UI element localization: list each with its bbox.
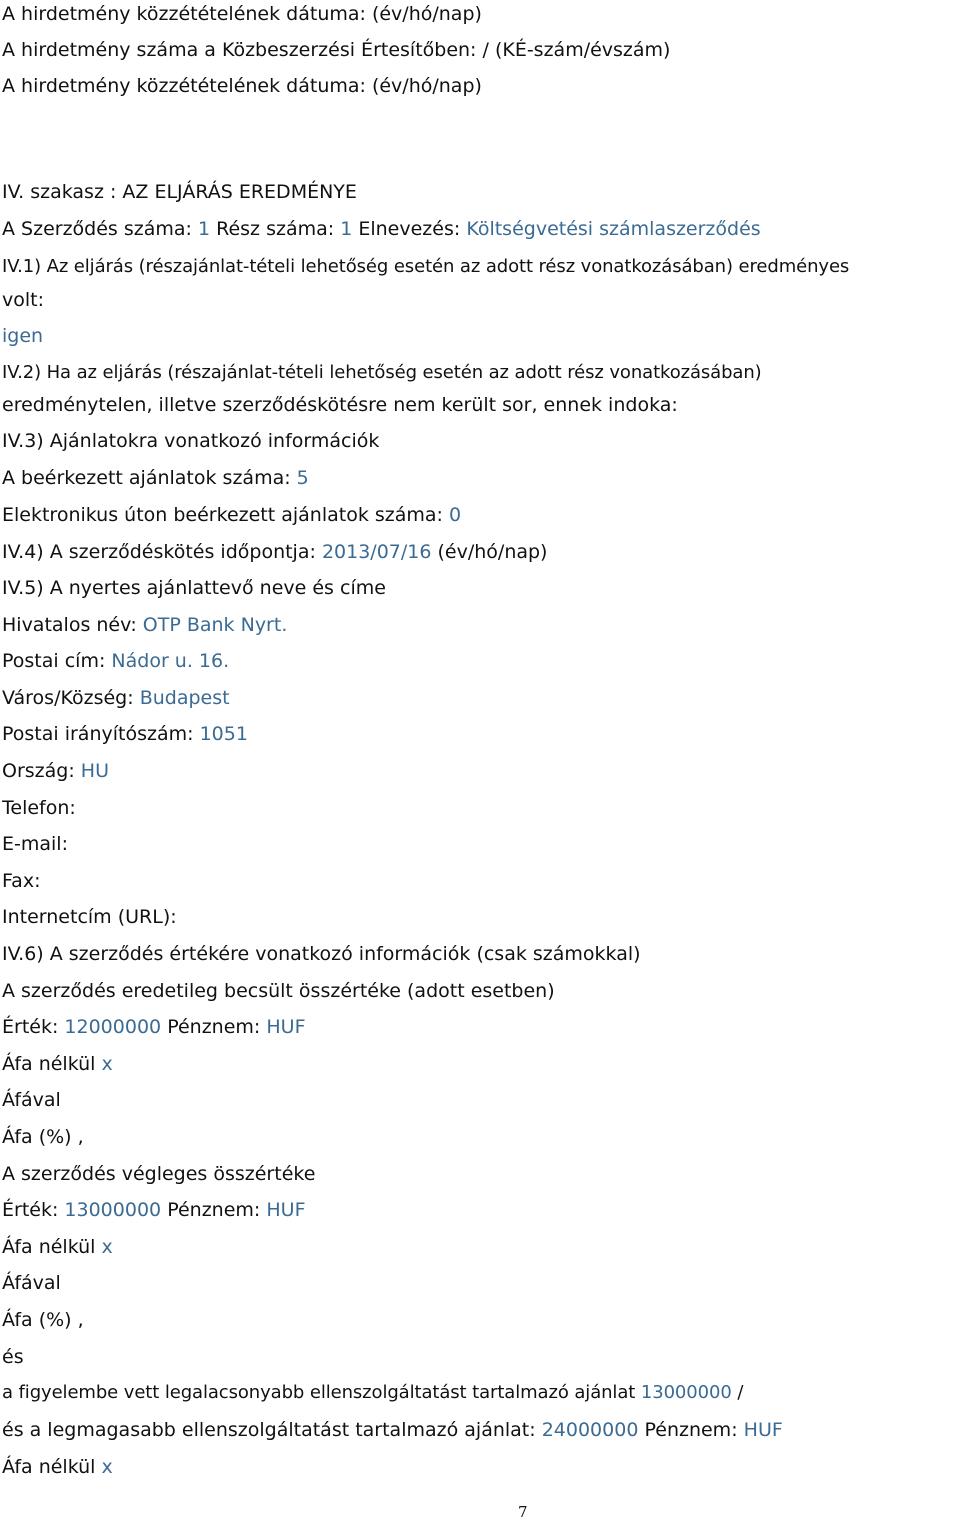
- country-value: HU: [80, 760, 109, 782]
- and-label: és: [2, 1346, 24, 1368]
- original-net-line: [2, 1052, 113, 1076]
- contract-number-value: 1: [197, 218, 211, 240]
- postal-address-line: [2, 649, 229, 673]
- contract-date-label: IV.4) A szerződéskötés időpontja:: [2, 541, 316, 563]
- range-currency-value: HUF: [743, 1419, 783, 1441]
- final-value-amount: 13000000: [64, 1199, 162, 1221]
- contract-date-format: (év/hó/nap): [437, 541, 548, 563]
- and-line: [2, 1345, 24, 1369]
- original-value-amount: 12000000: [64, 1016, 162, 1038]
- final-vat-line: [2, 1308, 84, 1332]
- postcode-value: 1051: [199, 723, 248, 745]
- iv1-answer-value: igen: [2, 325, 44, 347]
- country-line: [2, 759, 109, 783]
- page-number: 7: [518, 1503, 528, 1521]
- iv2-question-line-1: [2, 361, 762, 385]
- final-value-line: [2, 1198, 306, 1222]
- iv2-question-text: IV.2) Ha az eljárás (részajánlat-tételi lehetőség esetén az adott rész vonatkozásában): [2, 362, 762, 383]
- iv1-answer: [2, 324, 43, 348]
- final-value-title: [2, 1162, 315, 1186]
- range-net-mark: x: [101, 1456, 113, 1478]
- final-currency-value: HUF: [266, 1199, 306, 1221]
- iv5-title-text: IV.5) A nyertes ajánlattevő neve és címe: [2, 577, 386, 599]
- iv1-question-text: IV.1) Az eljárás (részajánlat-tételi lehetőség esetén az adott rész vonatkozásában) eredményes: [2, 256, 850, 277]
- contract-date-value: 2013/07/16: [321, 541, 432, 563]
- final-currency-label: Pénznem:: [167, 1199, 261, 1221]
- city-line: [2, 686, 230, 710]
- contract-number-label: A Szerződés száma:: [2, 218, 192, 240]
- original-net-mark: x: [101, 1053, 113, 1075]
- contract-name-value: Költségvetési számlaszerződés: [466, 218, 761, 240]
- publication-date-line-2: [2, 74, 482, 98]
- part-number-value: 1: [340, 218, 353, 240]
- received-offers-value: 5: [296, 467, 309, 489]
- electronic-offers-line: [2, 503, 461, 527]
- original-gross-line: [2, 1088, 61, 1112]
- contract-date-line: [2, 540, 547, 564]
- final-vat-label: Áfa (%) ,: [2, 1309, 84, 1331]
- final-value-label: Érték:: [2, 1199, 59, 1221]
- email-label: E-mail:: [2, 833, 68, 855]
- email-line: [2, 832, 68, 856]
- highest-offer-value: 24000000: [541, 1419, 639, 1441]
- iv2-question-continuation: eredménytelen, illetve szerződéskötésre nem került sor, ennek indoka:: [2, 394, 678, 416]
- original-currency-value: HUF: [266, 1016, 306, 1038]
- final-net-line: [2, 1235, 113, 1259]
- original-value-line: [2, 1015, 306, 1039]
- publication-date-label-2: A hirdetmény közzétételének dátuma: (év/hó/nap): [2, 75, 482, 97]
- fax-label: Fax:: [2, 870, 41, 892]
- final-value-title-text: A szerződés végleges összértéke: [2, 1163, 316, 1185]
- original-vat-label: Áfa (%) ,: [2, 1126, 84, 1148]
- postcode-label: Postai irányítószám:: [2, 723, 194, 745]
- iv1-question-line-1: [2, 255, 849, 279]
- original-value-label: Érték:: [2, 1016, 59, 1038]
- range-net-label: Áfa nélkül: [2, 1456, 96, 1478]
- fax-line: [2, 869, 40, 893]
- received-offers-label: A beérkezett ajánlatok száma:: [2, 467, 291, 489]
- section-title: [2, 180, 357, 204]
- url-label: Internetcím (URL):: [2, 906, 177, 928]
- notice-number-line: [2, 38, 670, 62]
- official-name-value: OTP Bank Nyrt.: [142, 614, 288, 636]
- original-value-title-text: A szerződés eredetileg becsült összértéke (adott esetben): [2, 980, 555, 1002]
- lowest-offer-line: [2, 1381, 743, 1405]
- range-net-line: [2, 1455, 113, 1479]
- iv2-question-line-2: [2, 393, 678, 417]
- official-name-line: [2, 613, 287, 637]
- final-gross-label: Áfával: [2, 1272, 61, 1294]
- highest-offer-line: [2, 1418, 783, 1442]
- original-net-label: Áfa nélkül: [2, 1053, 96, 1075]
- received-offers-line: [2, 466, 309, 490]
- postcode-line: [2, 722, 248, 746]
- iv6-title-text: IV.6) A szerződés értékére vonatkozó információk (csak számokkal): [2, 943, 641, 965]
- original-currency-label: Pénznem:: [167, 1016, 261, 1038]
- highest-offer-label: és a legmagasabb ellenszolgáltatást tartalmazó ajánlat:: [2, 1419, 536, 1441]
- phone-line: [2, 796, 76, 820]
- original-gross-label: Áfával: [2, 1089, 61, 1111]
- contract-identification-line: [2, 217, 761, 241]
- section-title-text: IV. szakasz : AZ ELJÁRÁS EREDMÉNYE: [2, 181, 357, 203]
- postal-address-value: Nádor u. 16.: [111, 650, 230, 672]
- notice-number-label: A hirdetmény száma a Közbeszerzési Értesítőben: / (KÉ-szám/évszám): [2, 39, 671, 61]
- original-vat-line: [2, 1125, 84, 1149]
- country-label: Ország:: [2, 760, 75, 782]
- electronic-offers-value: 0: [449, 504, 462, 526]
- part-number-label: Rész száma:: [216, 218, 335, 240]
- iv5-title: [2, 576, 386, 600]
- postal-address-label: Postai cím:: [2, 650, 106, 672]
- iv3-title-text: IV.3) Ajánlatokra vonatkozó információk: [2, 430, 380, 452]
- electronic-offers-label: Elektronikus úton beérkezett ajánlatok száma:: [2, 504, 443, 526]
- url-line: [2, 905, 177, 929]
- contract-name-label: Elnevezés:: [358, 218, 461, 240]
- iv1-question-continuation: volt:: [2, 289, 44, 311]
- official-name-label: Hivatalos név:: [2, 614, 137, 636]
- original-value-title: [2, 979, 555, 1003]
- final-net-label: Áfa nélkül: [2, 1236, 96, 1258]
- iv1-question-line-2: [2, 288, 44, 312]
- city-label: Város/Község:: [2, 687, 134, 709]
- range-separator: /: [737, 1382, 744, 1403]
- publication-date-label: A hirdetmény közzétételének dátuma: (év/hó/nap): [2, 3, 482, 25]
- final-gross-line: [2, 1271, 61, 1295]
- iv3-title: [2, 429, 379, 453]
- lowest-offer-value: 13000000: [640, 1382, 732, 1403]
- publication-date-line: [2, 2, 482, 26]
- lowest-offer-label: a figyelembe vett legalacsonyabb ellenszolgáltatást tartalmazó ajánlat: [2, 1382, 636, 1403]
- final-net-mark: x: [101, 1236, 113, 1258]
- phone-label: Telefon:: [2, 797, 76, 819]
- city-value: Budapest: [139, 687, 230, 709]
- iv6-title: [2, 942, 641, 966]
- range-currency-label: Pénznem:: [644, 1419, 738, 1441]
